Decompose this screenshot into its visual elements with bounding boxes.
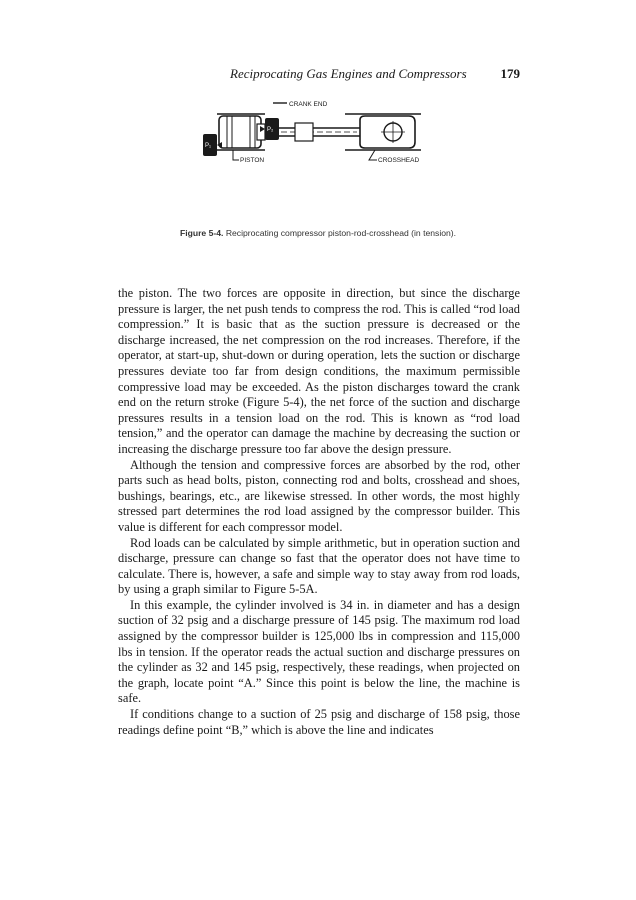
piston-rod-crosshead-diagram [195,90,445,200]
crank-end-label: CRANK END [289,101,328,108]
piston-label: PISTON [240,157,265,164]
p1-label: P₁ [205,143,212,149]
paragraph-conditions-change: If conditions change to a suction of 25 psig and discharge of 158 psig, those readings define point “B,” which is above the line and indicates [118,707,520,737]
paragraph-continued: the piston. The two forces are opposite in direction, but since the discharge pressure is larger, the net push tends to compress the rod. This is called “rod load compression.” It is basic that as the suction pressure is decreased or the discharge increased, the net compression on the rod increases. Therefore, if the operator, at start-up, shut-down or during operation, lets the suction or discharge pressures deviate too far from design conditions, the maximum permissible compressive load may be exceeded. As the piston discharges toward the crank end on the return stroke (Figure 5-4), the net force of the suction and discharge pressures results in a tension load on the rod. This is known as “rod load tension,” and the operator can damage the machine by decreasing the suction or increasing the discharge pressure too far above the design pressure. [118,286,520,456]
paragraph-tension-compressive: Although the tension and compressive forces are absorbed by the rod, other parts such as head bolts, piston, connecting rod and bolts, crosshead and shoes, bushings, bearings, etc., are likewise stressed. In other words, the most highly stressed part determines the rod load assigned by the compressor builder. This value is different for each compressor model. [118,457,520,534]
piston-rod-crosshead-figure [195,90,445,200]
caption-text: Reciprocating compressor piston-rod-crosshead (in tension). [225,228,457,238]
caption-number: Figure 5-4. [179,228,224,238]
body-text [118,286,520,738]
crosshead-leader [369,150,377,160]
figure-caption [0,228,636,238]
piston-rod [279,123,360,141]
piston [219,116,265,148]
paragraph-rod-loads: Rod loads can be calculated by simple arithmetic, but in operation suction and discharge, pressure can change so fast that the operator does not have time to calculate. There is, however, a safe and simple way to stay away from rod loads, by using a graph similar to Figure 5-5A. [118,535,520,597]
page-number: 179 [500,66,520,81]
piston-leader [233,150,239,160]
p2-label: P₂ [267,127,274,133]
running-title: Reciprocating Gas Engines and Compressors [230,66,467,81]
paragraph-example: In this example, the cylinder involved is 34 in. in diameter and has a design suction of 32 psig and a discharge pressure of 145 psig. The maximum rod load assigned by the compressor builder is 125,000 lbs in compression and 115,000 lbs in tension. If the operator reads the actual suction and discharge pressures on the cylinder as 32 and 145 psig, respectively, these readings, when projected on the graph, locate point “A.” Since this point is below the line, the machine is safe. [118,597,520,706]
crosshead-label: CROSSHEAD [378,157,420,164]
